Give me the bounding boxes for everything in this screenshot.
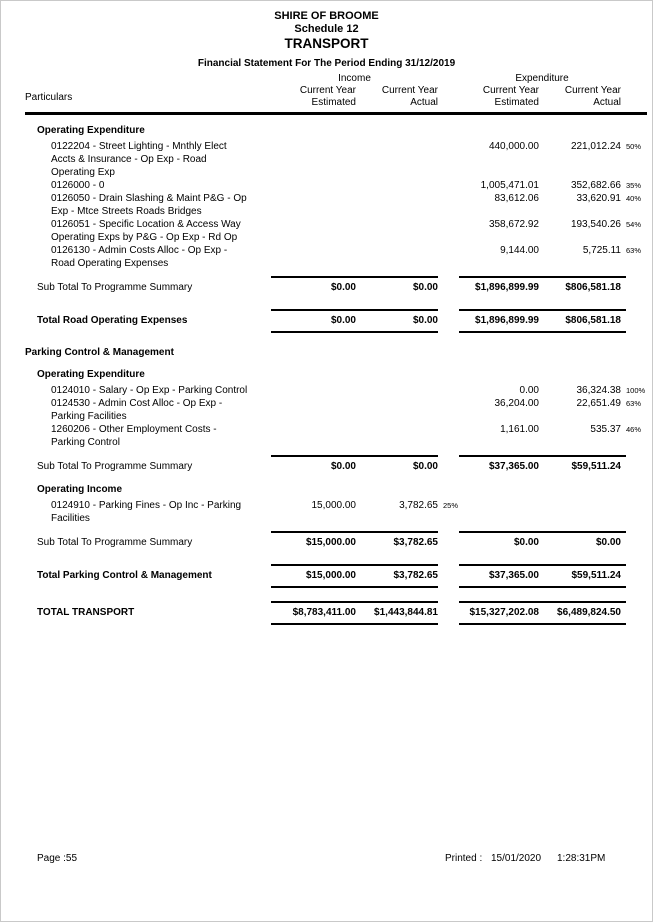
account-item-name-line: Exp - Mtce Streets Roads Bridges (51, 206, 202, 217)
income-estimated-total: $0.00 (330, 282, 356, 293)
expenditure-actual-value: 535.37 (590, 424, 621, 435)
account-item-name-line: 0126130 - Admin Costs Alloc - Op Exp - (51, 245, 228, 256)
account-item-name-line: 1260206 - Other Employment Costs - (51, 424, 217, 435)
account-item-name (25, 192, 271, 218)
expenditure-actual-value: 352,682.66 (570, 180, 621, 191)
subtotal-rule-over-expenditure-segment (459, 531, 626, 533)
expenditure-estimated-header (463, 85, 539, 109)
account-item-name (25, 179, 271, 192)
percent-of-budget: 35% (626, 181, 642, 190)
account-item-name-line: Parking Facilities (51, 411, 127, 422)
section-heading: Operating Income (37, 484, 123, 495)
expenditure-actual-header (539, 85, 621, 109)
total-rule-over-expenditure-segment (459, 309, 626, 311)
expenditure-actual-header-line2: Actual (593, 97, 621, 108)
table-header (25, 72, 647, 115)
income-estimated-header (271, 85, 356, 109)
document-header (1, 1, 652, 70)
account-item-name (25, 384, 271, 397)
account-item-name (25, 140, 271, 179)
section-heading-row (25, 124, 647, 137)
total-rule-over-expenditure-segment (459, 564, 626, 566)
account-item-name-line: Parking Control (51, 437, 120, 448)
subtotal-rule-over-expenditure-segment (459, 276, 626, 278)
subtotal-rule-over-income-segment (271, 531, 438, 533)
income-estimated-value: 15,000.00 (311, 500, 356, 511)
percent-of-budget: 54% (626, 220, 642, 229)
expenditure-estimated-value: 9,144.00 (500, 245, 539, 256)
subtotal-rule-over-expenditure-segment (459, 455, 626, 457)
account-item-name (25, 244, 271, 270)
percent-of-budget: 100% (626, 386, 646, 395)
income-actual-value: 3,782.65 (399, 500, 438, 511)
income-actual-total: $1,443,844.81 (374, 607, 438, 618)
expenditure-estimated-value: 1,005,471.01 (480, 180, 539, 191)
account-item-row (25, 397, 647, 423)
account-item-row (25, 499, 647, 525)
account-item-name-line: 0124910 - Parking Fines - Op Inc - Parking (51, 500, 242, 511)
grandtotal-rule-under-income-segment (271, 623, 438, 625)
account-item-row (25, 423, 647, 449)
expenditure-estimated-total: $37,365.00 (488, 570, 539, 581)
expenditure-estimated-header-line2: Estimated (494, 97, 539, 108)
total-rule-under-expenditure-segment (459, 586, 626, 588)
subtotal-rule-over-income-segment (271, 455, 438, 457)
expenditure-estimated-header-line1: Current Year (482, 85, 539, 96)
account-item-row (25, 179, 647, 192)
program-heading-row (25, 346, 647, 359)
percent-of-budget: 63% (626, 399, 642, 408)
income-actual-total: $0.00 (412, 461, 438, 472)
account-item-name-line: 0124530 - Admin Cost Alloc - Op Exp - (51, 398, 223, 409)
income-estimated-total: $15,000.00 (305, 537, 356, 548)
expenditure-actual-header-line1: Current Year (564, 85, 621, 96)
expenditure-actual-value: 36,324.38 (576, 385, 621, 396)
program-title: TRANSPORT (284, 36, 369, 51)
total-rule-under-expenditure-segment (459, 331, 626, 333)
percent-of-budget: 63% (626, 246, 642, 255)
subtotal-label: Sub Total To Programme Summary (37, 461, 193, 472)
account-item-name-line: Operating Exps by P&G - Op Exp - Rd Op (51, 232, 238, 243)
account-item-name-line: 0126051 - Specific Location & Access Way (51, 219, 241, 230)
account-item-row (25, 384, 647, 397)
expenditure-actual-total: $6,489,824.50 (557, 607, 621, 618)
header-rule (25, 112, 647, 115)
expenditure-actual-total: $0.00 (595, 537, 621, 548)
section-heading: Operating Expenditure (37, 369, 145, 380)
subtotal-row (25, 276, 647, 295)
account-item-row (25, 218, 647, 244)
expenditure-actual-value: 22,651.49 (576, 398, 621, 409)
expenditure-estimated-value: 0.00 (519, 385, 539, 396)
income-actual-total: $0.00 (412, 282, 438, 293)
organisation-title: SHIRE OF BROOME (274, 10, 379, 22)
account-item-name-line: 0126000 - 0 (51, 180, 105, 191)
account-item-name-line: Road Operating Expenses (51, 258, 169, 269)
section-heading-row (25, 368, 647, 381)
total-rule-under (25, 331, 647, 333)
subtotal-label: Sub Total To Programme Summary (37, 537, 193, 548)
total-rule-over-income-segment (271, 309, 438, 311)
subtotal-values-row (25, 533, 647, 550)
grandtotal-rule-over-income-segment (271, 601, 438, 603)
total-label: Total Road Operating Expenses (37, 315, 188, 326)
grandtotal-rule-over-expenditure-segment (459, 601, 626, 603)
page-number: Page :55 (37, 853, 78, 864)
expenditure-estimated-total: $15,327,202.08 (469, 607, 539, 618)
percent-of-budget: 40% (626, 194, 642, 203)
grandtotal-rule-under-expenditure-segment (459, 623, 626, 625)
income-actual-total: $3,782.65 (393, 570, 438, 581)
account-item-name (25, 218, 271, 244)
account-item-name-line: Operating Exp (51, 167, 115, 178)
expenditure-estimated-value: 36,204.00 (494, 398, 539, 409)
section-heading: Operating Expenditure (37, 125, 145, 136)
percent-of-budget: 50% (626, 142, 642, 151)
grandtotal-values-row (25, 603, 647, 620)
account-item-name-line: Accts & Insurance - Op Exp - Road (51, 154, 207, 165)
percent-of-budget: 25% (443, 501, 459, 510)
account-item-name-line: Facilities (51, 513, 90, 524)
percent-of-budget: 46% (626, 425, 642, 434)
income-estimated-total: $0.00 (330, 461, 356, 472)
grandtotal-rule-under (25, 623, 647, 625)
income-actual-header-line1: Current Year (381, 85, 438, 96)
program-heading: Parking Control & Management (25, 347, 174, 358)
account-item-row (25, 192, 647, 218)
account-item-name-line: 0122204 - Street Lighting - Mnthly Elect (51, 141, 227, 152)
statement-subtitle: Financial Statement For The Period Ending 31/12/2019 (197, 58, 456, 69)
income-actual-header-line2: Actual (410, 97, 438, 108)
printed-label: Printed : (445, 853, 483, 864)
expenditure-group-label: Expenditure (515, 73, 569, 84)
expenditure-estimated-total: $1,896,899.99 (475, 315, 539, 326)
total-rule-under-income-segment (271, 331, 438, 333)
printed-date: 15/01/2020 (491, 853, 542, 864)
subtotal-values-row (25, 457, 647, 474)
total-row (25, 564, 647, 588)
income-estimated-header-line1: Current Year (299, 85, 356, 96)
income-estimated-total: $15,000.00 (305, 570, 356, 581)
expenditure-actual-total: $806,581.18 (565, 315, 621, 326)
account-item-name-line: 0124010 - Salary - Op Exp - Parking Control (51, 385, 248, 396)
expenditure-estimated-value: 1,161.00 (500, 424, 539, 435)
subtotal-row (25, 531, 647, 550)
printed-time: 1:28:31PM (557, 853, 606, 864)
expenditure-estimated-total: $0.00 (513, 537, 539, 548)
subtotal-rule-over-income-segment (271, 276, 438, 278)
expenditure-actual-value: 33,620.91 (576, 193, 621, 204)
account-item-row (25, 244, 647, 270)
expenditure-actual-value: 193,540.26 (570, 219, 621, 230)
account-item-row (25, 140, 647, 179)
total-rule-over-income-segment (271, 564, 438, 566)
expenditure-estimated-total: $37,365.00 (488, 461, 539, 472)
expenditure-actual-total: $59,511.24 (571, 461, 621, 472)
expenditure-estimated-value: 83,612.06 (494, 193, 539, 204)
total-values-row (25, 311, 647, 328)
grandtotal-row (25, 601, 647, 625)
column-group-row (25, 72, 647, 85)
income-actual-header (356, 85, 438, 109)
subtotal-values-row (25, 278, 647, 295)
expenditure-actual-total: $59,511.24 (571, 570, 621, 581)
income-estimated-total: $8,783,411.00 (292, 607, 356, 618)
income-actual-total: $0.00 (412, 315, 438, 326)
total-rule-under (25, 586, 647, 588)
income-actual-total: $3,782.65 (393, 537, 438, 548)
grandtotal-label: TOTAL TRANSPORT (37, 607, 135, 618)
expenditure-actual-value: 5,725.11 (582, 245, 621, 256)
expenditure-actual-total: $806,581.18 (565, 282, 621, 293)
income-estimated-total: $0.00 (330, 315, 356, 326)
subtotal-row (25, 455, 647, 474)
account-item-name (25, 397, 271, 423)
subtotal-label: Sub Total To Programme Summary (37, 282, 193, 293)
account-item-name-line: 0126050 - Drain Slashing & Maint P&G - Op (51, 193, 247, 204)
account-item-name (25, 499, 271, 525)
expenditure-actual-value: 221,012.24 (570, 141, 621, 152)
income-group-label: Income (338, 73, 371, 84)
expenditure-estimated-value: 358,672.92 (488, 219, 539, 230)
account-item-name (25, 423, 271, 449)
schedule-title: Schedule 12 (294, 23, 359, 35)
statement-rows (25, 124, 647, 625)
total-values-row (25, 566, 647, 583)
expenditure-estimated-total: $1,896,899.99 (475, 282, 539, 293)
section-heading-row (25, 483, 647, 496)
total-row (25, 309, 647, 333)
particulars-header: Particulars (25, 91, 73, 103)
expenditure-estimated-value: 440,000.00 (488, 141, 539, 152)
column-header-row (25, 85, 647, 109)
total-rule-under-income-segment (271, 586, 438, 588)
total-label: Total Parking Control & Management (37, 570, 212, 581)
income-estimated-header-line2: Estimated (311, 97, 356, 108)
